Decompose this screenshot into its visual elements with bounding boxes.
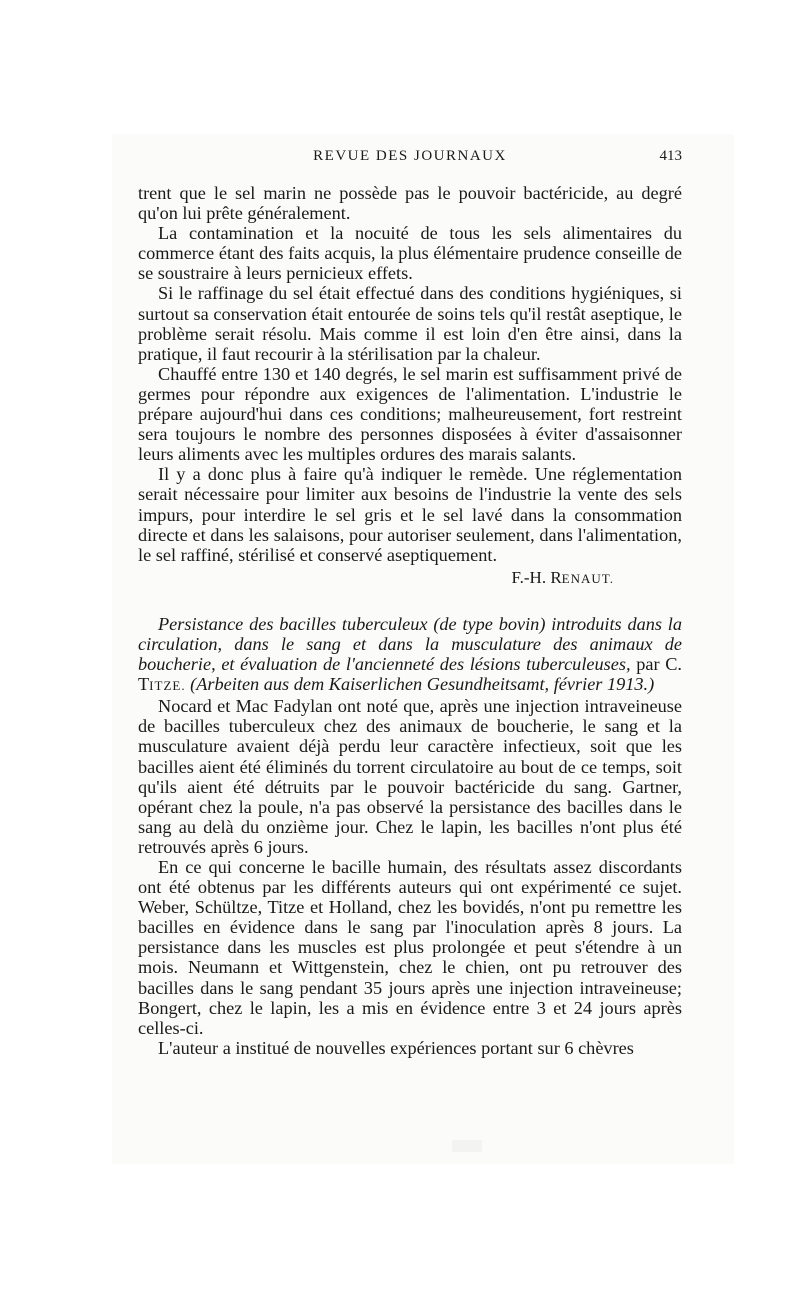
- article-title: Persistance des bacilles tuberculeux (de type bovin) introduits dans la circulation, dans le sang et dans la musculature des animaux de boucherie, et évaluation de l'ancienneté des lésions tuberculeuses,: [138, 613, 682, 675]
- page-number: 413: [659, 148, 682, 164]
- article-by: par: [636, 654, 660, 675]
- page-header: [138, 148, 682, 170]
- paragraph: Chauffé entre 130 et 140 degrés, le sel marin est suffisamment privé de germes pour répondre aux exigences de l'alimentation. L'industrie le prépare aujourd'hui dans ces conditions; malheureusement, fort restreint sera toujours le nombre des personnes disposées à éviter d'assaisonner leurs aliments avec les multiples ordures des marais salants.: [138, 363, 682, 465]
- scan-artifact: [452, 1140, 482, 1152]
- paragraph: En ce qui concerne le bacille humain, des résultats assez discordants ont été obtenus par les différents auteurs qui ont expérimenté ce sujet. Weber, Schültze, Titze et Holland, chez les bovidés, n'ont pu remettre les bacilles en évidence dans le sang par l'inoculation après 8 jours. La persistance dans les muscles est plus prolongée et peut s'étendre à un mois. Neumann et Wittgenstein, chez le chien, ont pu retrouver des bacilles dans le sang pendant 35 jours après une injection intraveineuse; Bongert, chez le lapin, les a mis en évidence entre 3 et 24 jours après celles-ci.: [138, 857, 682, 1038]
- article-author: ITZE.: [149, 678, 186, 694]
- article-source: (Arbeiten aus dem Kaiserlichen Gesundheitsamt, février 1913.): [190, 674, 655, 695]
- paragraph: Si le raffinage du sel était effectué dans des conditions hygiéniques, si surtout sa conservation était entourée de soins tels qu'il restât aseptique, le problème serait résolu. Mais comme il est loin d'en être ainsi, dans la pratique, il faut recourir à la stérilisation par la chaleur.: [138, 283, 682, 364]
- section-gap: [138, 589, 682, 614]
- paragraph: L'auteur a institué de nouvelles expériences portant sur 6 chèvres: [158, 1037, 634, 1058]
- paragraph: La contamination et la nocuité de tous les sels alimentaires du commerce étant des faits acquis, la plus élémentaire prudence conseille de se soustraire à leurs pernicieux effets.: [138, 223, 682, 284]
- body-text: [138, 183, 682, 1058]
- article-author-initial: C. T: [138, 654, 682, 695]
- author-signature: [138, 568, 614, 589]
- running-title: REVUE DES JOURNAUX: [313, 148, 507, 164]
- signature-initials: F.-H. R: [511, 567, 562, 587]
- article-title-block: [138, 614, 682, 696]
- paragraph: Il y a donc plus à faire qu'à indiquer le remède. Une réglementation serait nécessaire pour limiter aux besoins de l'industrie la vente des sels impurs, pour interdire le sel gris et le sel lavé dans la consommation directe et dans les salaisons, pour autoriser seulement, dans l'alimentation, le sel raffiné, stérilisé et conservé aseptiquement.: [138, 464, 682, 565]
- paragraph: trent que le sel marin ne possède pas le pouvoir bactéricide, au degré qu'on lui prête généralement.: [138, 183, 682, 224]
- paragraph: Nocard et Mac Fadylan ont noté que, après une injection intraveineuse de bacilles tuberculeux chez des animaux de boucherie, le sang et la musculature avaient déjà perdu leur caractère infectieux, soit que les bacilles aient été éliminés du torrent circulatoire au bout de ce temps, soit qu'ils aient été détruits par le pouvoir bactéricide du sang. Gartner, opérant chez la poule, n'a pas observé la persistance des bacilles dans le sang au delà du onzième jour. Chez le lapin, les bacilles n'ont plus été retrouvés après 6 jours.: [138, 696, 682, 857]
- signature-surname: ENAUT.: [561, 570, 614, 586]
